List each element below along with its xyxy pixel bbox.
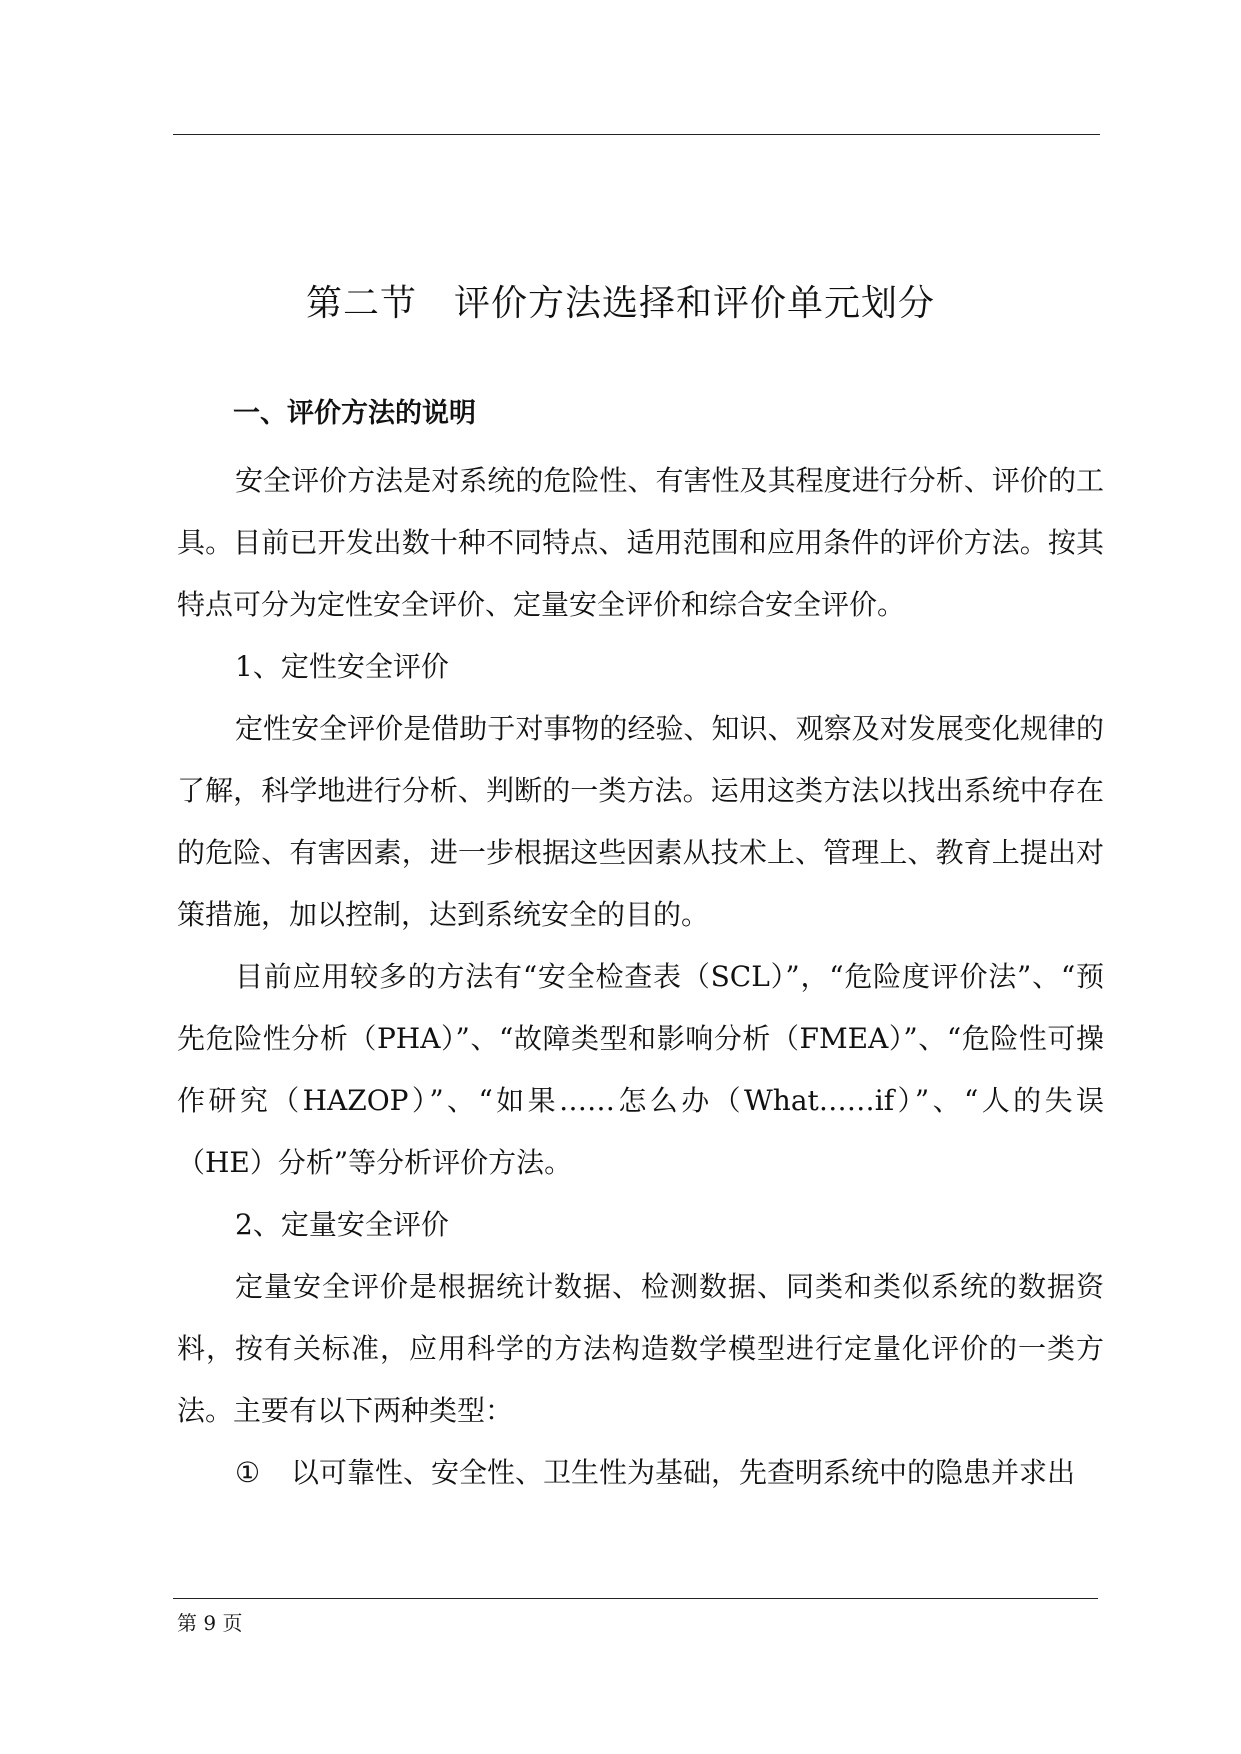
paragraph-methods: 目前应用较多的方法有“安全检查表（SCL）”，“危险度评价法”、“预先危险性分析（PHA）”、“故障类型和影响分析（FMEA）”、“危险性可操作研究（HAZOP）”、“如果……怎么办（What……if）”、“人的失误（HE）分析”等分析评价方法。 bbox=[177, 960, 1104, 1179]
document-body bbox=[177, 450, 1104, 1504]
footer-rule bbox=[173, 1598, 1098, 1599]
paragraph-quantitative: 定量安全评价是根据统计数据、检测数据、同类和类似系统的数据资料，按有关标准，应用科学的方法构造数学模型进行定量化评价的一类方法。主要有以下两种类型： bbox=[177, 1270, 1104, 1427]
header-rule bbox=[173, 134, 1100, 135]
page-number: 第 9 页 bbox=[177, 1611, 243, 1635]
subheading-quantitative: 2、定量安全评价 bbox=[235, 1208, 449, 1241]
paragraph-qualitative: 定性安全评价是借助于对事物的经验、知识、观察及对发展变化规律的了解，科学地进行分析、判断的一类方法。运用这类方法以找出系统中存在的危险、有害因素，进一步根据这些因素从技术上、管理上、教育上提出对策措施，加以控制，达到系统安全的目的。 bbox=[177, 712, 1104, 931]
paragraph-intro: 安全评价方法是对系统的危险性、有害性及其程度进行分析、评价的工具。目前已开发出数十种不同特点、适用范围和应用条件的评价方法。按其特点可分为定性安全评价、定量安全评价和综合安全评价。 bbox=[177, 464, 1104, 621]
page-title: 第二节 评价方法选择和评价单元划分 bbox=[305, 283, 935, 324]
list-item-marker: ① bbox=[235, 1456, 261, 1489]
subheading-qualitative: 1、定性安全评价 bbox=[235, 650, 449, 683]
list-item-text: 以可靠性、安全性、卫生性为基础，先查明系统中的隐患并求出 bbox=[291, 1456, 1076, 1489]
list-item bbox=[177, 1442, 1104, 1504]
section-heading: 一、评价方法的说明 bbox=[233, 398, 476, 429]
